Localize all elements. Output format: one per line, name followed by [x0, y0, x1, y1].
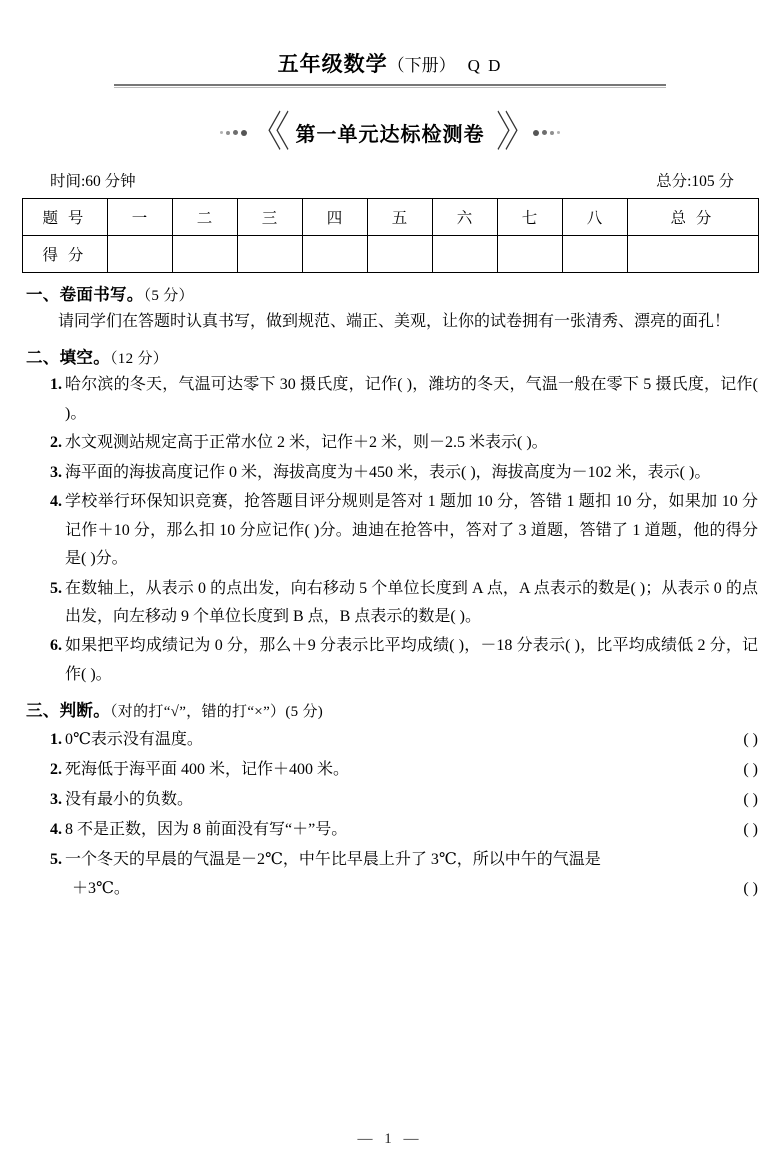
judgment-text: 一个冬天的早晨的气温是－2℃，中午比早晨上升了 3℃，所以中午的气温是: [65, 851, 601, 869]
section-handwriting: [0, 284, 780, 336]
section-1-paragraph: 请同学们在答题时认真书写，做到规范、端正、美观，让你的试卷拥有一张清秀、漂亮的面孔！: [58, 313, 731, 331]
judgment-number: 2.: [50, 760, 62, 778]
cell-col-5: 五: [367, 199, 432, 236]
judgment-text: 0℃表示没有温度。: [65, 730, 203, 748]
judgment-number: 3.: [50, 790, 62, 808]
question-item[interactable]: [26, 488, 758, 573]
section-title-2-text: 二、填空。: [26, 347, 110, 367]
judgment-item[interactable]: [26, 725, 758, 754]
score-cell-7[interactable]: [497, 236, 562, 273]
section-title-3-text: 三、判断。: [26, 701, 110, 721]
cell-col-7: 七: [497, 199, 562, 236]
table-row-scores: [22, 236, 758, 273]
section-title-2-points: （12 分）: [110, 350, 169, 367]
section-title-2: [26, 347, 758, 369]
question-item[interactable]: [26, 632, 758, 689]
banner-title: 第一单元达标检测卷: [295, 122, 485, 147]
question-text: 水文观测站规定高于正常水位 2 米，记作＋2 米，则－2.5 米表示( )。: [65, 434, 548, 452]
cell-col-total: 总 分: [627, 199, 758, 236]
judgment-text: 死海低于海平面 400 米，记作＋400 米。: [65, 760, 350, 778]
question-text: 海平面的海拔高度记作 0 米，海拔高度为＋450 米，表示( )，海拔高度为－102 米，表示( )。: [65, 463, 711, 481]
judgment-item[interactable]: [26, 785, 758, 814]
judgment-answer-blank[interactable]: ( ): [743, 760, 758, 778]
banner-chevron-right-icon: 〉〉: [496, 107, 527, 157]
judgment-answer-blank[interactable]: ( ): [743, 730, 758, 748]
score-cell-6[interactable]: [432, 236, 497, 273]
banner-chevron-left-icon: 〈〈: [253, 107, 284, 157]
judgment-item[interactable]: [26, 815, 758, 844]
score-cell-3[interactable]: [237, 236, 302, 273]
score-cell-2[interactable]: [172, 236, 237, 273]
judgment-text: 没有最小的负数。: [65, 790, 194, 808]
page-footer: [0, 1131, 780, 1148]
cell-col-6: 六: [432, 199, 497, 236]
judgment-answer-blank[interactable]: ( ): [743, 820, 758, 838]
score-cell-1[interactable]: [107, 236, 172, 273]
section-title-3-points: （对的打“√”，错的打“×”）(5 分): [110, 704, 324, 721]
cell-col-3: 三: [237, 199, 302, 236]
question-item[interactable]: [26, 429, 758, 457]
score-cell-4[interactable]: [302, 236, 367, 273]
section-judgment: [0, 700, 780, 903]
question-text: 学校举行环保知识竞赛，抢答题目评分规则是答对 1 题加 10 分，答错 1 题扣 10 分，如果加 10 分记作＋10 分，那么扣 10 分应记作( )分。迪迪在抢答中，答对了 3 道题，答错了 1 道题，他的得分是( )分。: [65, 493, 758, 568]
question-number: 4.: [50, 493, 62, 511]
page-title: [278, 52, 503, 77]
title-sub: （下册）: [387, 56, 456, 75]
judgment-item[interactable]: [26, 845, 758, 874]
exam-page: [0, 52, 780, 1174]
judgment-answer-blank[interactable]: ( ): [743, 790, 758, 808]
question-item[interactable]: [26, 459, 758, 487]
score-cell-5[interactable]: [367, 236, 432, 273]
banner-dots-left: [220, 130, 247, 136]
banner-dots-right: [533, 130, 560, 136]
judgment-text-line2: ＋3℃。: [72, 880, 130, 898]
section-fill-in-blanks: [0, 347, 780, 689]
judgment-item[interactable]: [26, 755, 758, 784]
cell-col-1: 一: [107, 199, 172, 236]
judgment-number: 5.: [50, 851, 62, 869]
question-number: 1.: [50, 376, 62, 394]
score-table: [22, 198, 759, 273]
cell-col-4: 四: [302, 199, 367, 236]
question-number: 5.: [50, 579, 62, 597]
judgment-text: 8 不是正数，因为 8 前面没有写“＋”号。: [65, 820, 348, 838]
score-cell-total[interactable]: [627, 236, 758, 273]
judgment-number: 4.: [50, 820, 62, 838]
header-divider: [114, 84, 666, 88]
section-title-1-text: 一、卷面书写。: [26, 285, 144, 305]
section-title-1: [26, 284, 758, 306]
exam-time: 时间:60 分钟: [50, 173, 136, 191]
question-number: 3.: [50, 463, 62, 481]
question-text: 哈尔滨的冬天，气温可达零下 30 摄氏度，记作( )，潍坊的冬天，气温一般在零下 5 摄氏度，记作( )。: [65, 376, 758, 422]
judgment-number: 1.: [50, 730, 62, 748]
title-code: Q D: [467, 56, 503, 75]
cell-col-2: 二: [172, 199, 237, 236]
cell-row-label-score: 得 分: [22, 236, 107, 273]
question-number: 2.: [50, 434, 62, 452]
score-cell-8[interactable]: [562, 236, 627, 273]
question-item[interactable]: [26, 371, 758, 428]
section-title-1-points: （5 分）: [143, 288, 194, 305]
cell-row-label-question: 题 号: [22, 199, 107, 236]
exam-meta: [0, 169, 780, 191]
question-text: 在数轴上，从表示 0 的点出发，向右移动 5 个单位长度到 A 点，A 点表示的数是( )；从表示 0 的点出发，向左移动 9 个单位长度到 B 点，B 点表示的数是( )。: [65, 579, 758, 625]
cell-col-8: 八: [562, 199, 627, 236]
page-header: [0, 52, 780, 88]
question-text: 如果把平均成绩记为 0 分，那么＋9 分表示比平均成绩( )，－18 分表示( )，比平均成绩低 2 分，记作( )。: [65, 637, 758, 683]
question-item[interactable]: [26, 575, 758, 632]
table-row-question-numbers: [22, 199, 758, 236]
fill-in-blank-list: [26, 371, 758, 689]
judgment-item-continuation: [26, 874, 758, 903]
title-main: 五年级数学: [277, 52, 388, 76]
judgment-answer-blank[interactable]: ( ): [743, 880, 758, 898]
page-number: — 1 —: [357, 1131, 423, 1147]
section-title-3: [26, 700, 758, 722]
judgment-list: [26, 725, 758, 904]
unit-banner: [0, 107, 780, 157]
exam-total-score: 总分:105 分: [656, 173, 734, 191]
question-number: 6.: [50, 637, 62, 655]
